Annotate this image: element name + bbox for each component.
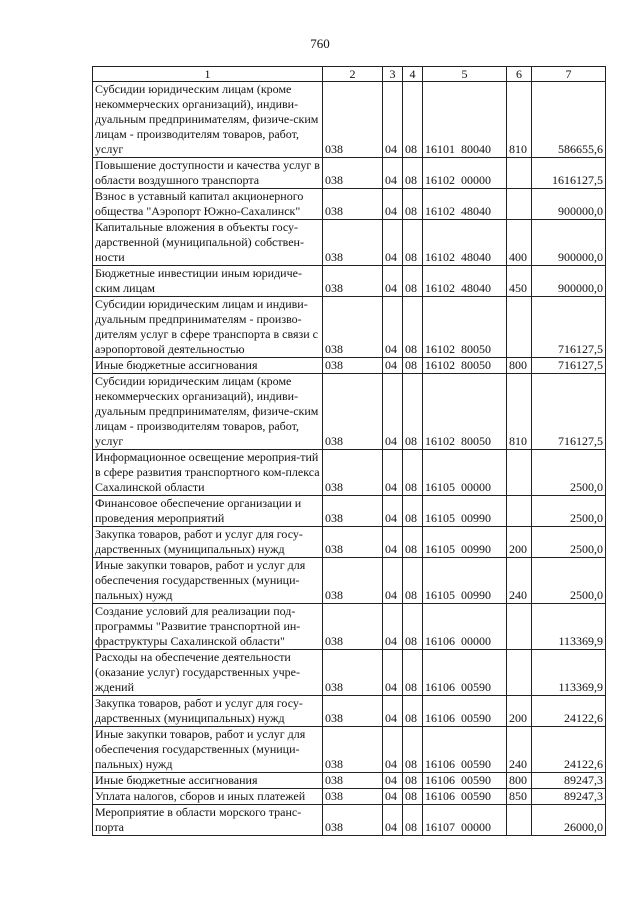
row-subsection-code: 08: [403, 189, 423, 220]
row-ved-code: 038: [323, 297, 383, 358]
table-row: [93, 604, 606, 650]
row-expense-type-code: [507, 604, 532, 650]
row-amount: 900000,0: [532, 189, 606, 220]
table-row: [93, 650, 606, 696]
table-row: [93, 82, 606, 158]
header-row: [93, 67, 606, 82]
table-row: [93, 496, 606, 527]
row-amount: 2500,0: [532, 558, 606, 604]
row-section-code: 04: [383, 650, 403, 696]
row-ved-code: 038: [323, 604, 383, 650]
table-row: [93, 358, 606, 374]
row-name: Расходы на обеспечение деятельности (оказание услуг) государственных учре-ждений: [93, 650, 323, 696]
row-ved-code: 038: [323, 789, 383, 805]
row-subsection-code: 08: [403, 650, 423, 696]
row-section-code: 04: [383, 374, 403, 450]
col-header-3: 3: [383, 67, 403, 82]
row-name: Субсидии юридическим лицам и индиви-дуальным предпринимателям - произво-дителям услуг в сфере транспорта в связи с аэропортовой деятельностью: [93, 297, 323, 358]
row-ved-code: 038: [323, 558, 383, 604]
row-expense-type-code: [507, 805, 532, 836]
row-target-article-code: 16102 48040: [423, 220, 507, 266]
row-amount: 113369,9: [532, 604, 606, 650]
row-name: Уплата налогов, сборов и иных платежей: [93, 789, 323, 805]
row-section-code: 04: [383, 220, 403, 266]
col-header-4: 4: [403, 67, 423, 82]
row-name: Повышение доступности и качества услуг в области воздушного транспорта: [93, 158, 323, 189]
row-amount: 24122,6: [532, 727, 606, 773]
row-expense-type-code: 800: [507, 358, 532, 374]
row-section-code: 04: [383, 158, 403, 189]
row-section-code: 04: [383, 773, 403, 789]
row-amount: 24122,6: [532, 696, 606, 727]
row-ved-code: 038: [323, 805, 383, 836]
row-target-article-code: 16106 00590: [423, 650, 507, 696]
col-header-1: 1: [93, 67, 323, 82]
row-expense-type-code: 850: [507, 789, 532, 805]
row-name: Мероприятие в области морского транс-порта: [93, 805, 323, 836]
row-section-code: 04: [383, 82, 403, 158]
row-target-article-code: 16105 00990: [423, 558, 507, 604]
row-target-article-code: 16106 00000: [423, 604, 507, 650]
table-row: [93, 450, 606, 496]
row-target-article-code: 16102 00000: [423, 158, 507, 189]
row-ved-code: 038: [323, 527, 383, 558]
row-target-article-code: 16105 00990: [423, 496, 507, 527]
row-name: Бюджетные инвестиции иным юридиче-ским лицам: [93, 266, 323, 297]
table-row: [93, 266, 606, 297]
row-name: Субсидии юридическим лицам (кроме некоммерческих организаций), индиви-дуальным предпринимателям, физиче-ским лицам - производителям товаров, работ, услуг: [93, 82, 323, 158]
row-expense-type-code: 240: [507, 558, 532, 604]
col-header-5: 5: [423, 67, 507, 82]
row-expense-type-code: 200: [507, 527, 532, 558]
row-expense-type-code: 200: [507, 696, 532, 727]
row-name: Иные закупки товаров, работ и услуг для обеспечения государственных (муници-пальных) нужд: [93, 727, 323, 773]
row-target-article-code: 16102 48040: [423, 266, 507, 297]
row-amount: 2500,0: [532, 496, 606, 527]
row-subsection-code: 08: [403, 450, 423, 496]
row-amount: 900000,0: [532, 220, 606, 266]
row-amount: 586655,6: [532, 82, 606, 158]
table-body: [93, 82, 606, 836]
row-target-article-code: 16106 00590: [423, 773, 507, 789]
table-row: [93, 220, 606, 266]
row-expense-type-code: 400: [507, 220, 532, 266]
row-amount: 2500,0: [532, 527, 606, 558]
table-row: [93, 374, 606, 450]
row-section-code: 04: [383, 266, 403, 297]
row-subsection-code: 08: [403, 297, 423, 358]
row-target-article-code: 16102 80050: [423, 358, 507, 374]
row-amount: 1616127,5: [532, 158, 606, 189]
row-name: Финансовое обеспечение организации и проведения мероприятий: [93, 496, 323, 527]
row-expense-type-code: 810: [507, 82, 532, 158]
table-row: [93, 805, 606, 836]
row-name: Взнос в уставный капитал акционерного общества "Аэропорт Южно-Сахалинск": [93, 189, 323, 220]
row-subsection-code: 08: [403, 789, 423, 805]
row-subsection-code: 08: [403, 604, 423, 650]
row-ved-code: 038: [323, 773, 383, 789]
row-target-article-code: 16106 00590: [423, 696, 507, 727]
table-row: [93, 558, 606, 604]
row-expense-type-code: 450: [507, 266, 532, 297]
row-expense-type-code: 800: [507, 773, 532, 789]
row-amount: 716127,5: [532, 297, 606, 358]
table-row: [93, 189, 606, 220]
row-target-article-code: 16102 80050: [423, 297, 507, 358]
row-expense-type-code: [507, 450, 532, 496]
row-ved-code: 038: [323, 358, 383, 374]
table-row: [93, 789, 606, 805]
row-target-article-code: 16101 80040: [423, 82, 507, 158]
row-amount: 89247,3: [532, 773, 606, 789]
row-subsection-code: 08: [403, 82, 423, 158]
row-subsection-code: 08: [403, 496, 423, 527]
table-row: [93, 297, 606, 358]
row-expense-type-code: [507, 297, 532, 358]
row-target-article-code: 16105 00990: [423, 527, 507, 558]
row-subsection-code: 08: [403, 558, 423, 604]
row-name: Иные бюджетные ассигнования: [93, 358, 323, 374]
row-ved-code: 038: [323, 266, 383, 297]
row-section-code: 04: [383, 696, 403, 727]
row-section-code: 04: [383, 358, 403, 374]
col-header-6: 6: [507, 67, 532, 82]
row-amount: 900000,0: [532, 266, 606, 297]
row-name: Информационное освещение мероприя-тий в сфере развития транспортного ком-плекса Сахалинской области: [93, 450, 323, 496]
row-ved-code: 038: [323, 158, 383, 189]
row-name: Капитальные вложения в объекты госу-дарственной (муниципальной) собствен-ности: [93, 220, 323, 266]
table-row: [93, 727, 606, 773]
row-section-code: 04: [383, 450, 403, 496]
col-header-7: 7: [532, 67, 606, 82]
row-ved-code: 038: [323, 82, 383, 158]
row-section-code: 04: [383, 297, 403, 358]
row-ved-code: 038: [323, 650, 383, 696]
row-name: Субсидии юридическим лицам (кроме некоммерческих организаций), индиви-дуальным предпринимателям, физиче-ским лицам - производителям товаров, работ, услуг: [93, 374, 323, 450]
row-subsection-code: 08: [403, 727, 423, 773]
row-target-article-code: 16106 00590: [423, 789, 507, 805]
row-section-code: 04: [383, 604, 403, 650]
table-row: [93, 696, 606, 727]
row-subsection-code: 08: [403, 220, 423, 266]
row-section-code: 04: [383, 527, 403, 558]
row-subsection-code: 08: [403, 805, 423, 836]
row-expense-type-code: [507, 158, 532, 189]
row-ved-code: 038: [323, 496, 383, 527]
row-subsection-code: 08: [403, 773, 423, 789]
row-subsection-code: 08: [403, 158, 423, 189]
row-expense-type-code: 240: [507, 727, 532, 773]
row-section-code: 04: [383, 189, 403, 220]
row-name: Закупка товаров, работ и услуг для госу-дарственных (муниципальных) нужд: [93, 527, 323, 558]
row-amount: 26000,0: [532, 805, 606, 836]
row-subsection-code: 08: [403, 696, 423, 727]
row-target-article-code: 16106 00590: [423, 727, 507, 773]
row-subsection-code: 08: [403, 527, 423, 558]
row-subsection-code: 08: [403, 358, 423, 374]
row-ved-code: 038: [323, 374, 383, 450]
row-amount: 2500,0: [532, 450, 606, 496]
row-subsection-code: 08: [403, 374, 423, 450]
budget-table: [92, 66, 606, 836]
row-amount: 89247,3: [532, 789, 606, 805]
row-name: Закупка товаров, работ и услуг для госу-дарственных (муниципальных) нужд: [93, 696, 323, 727]
row-amount: 113369,9: [532, 650, 606, 696]
row-ved-code: 038: [323, 727, 383, 773]
row-section-code: 04: [383, 496, 403, 527]
row-section-code: 04: [383, 558, 403, 604]
row-target-article-code: 16105 00000: [423, 450, 507, 496]
row-target-article-code: 16102 80050: [423, 374, 507, 450]
row-amount: 716127,5: [532, 358, 606, 374]
row-name: Иные закупки товаров, работ и услуг для обеспечения государственных (муници-пальных) нужд: [93, 558, 323, 604]
row-expense-type-code: [507, 650, 532, 696]
row-ved-code: 038: [323, 220, 383, 266]
row-target-article-code: 16107 00000: [423, 805, 507, 836]
row-expense-type-code: 810: [507, 374, 532, 450]
row-name: Иные бюджетные ассигнования: [93, 773, 323, 789]
row-section-code: 04: [383, 805, 403, 836]
page-number: 760: [310, 36, 330, 51]
col-header-2: 2: [323, 67, 383, 82]
row-section-code: 04: [383, 727, 403, 773]
row-ved-code: 038: [323, 450, 383, 496]
row-ved-code: 038: [323, 696, 383, 727]
row-target-article-code: 16102 48040: [423, 189, 507, 220]
row-subsection-code: 08: [403, 266, 423, 297]
table-row: [93, 773, 606, 789]
row-ved-code: 038: [323, 189, 383, 220]
row-expense-type-code: [507, 496, 532, 527]
row-section-code: 04: [383, 789, 403, 805]
row-name: Создание условий для реализации под-программы "Развитие транспортной ин-фраструктуры Сахалинской области": [93, 604, 323, 650]
row-expense-type-code: [507, 189, 532, 220]
table-row: [93, 158, 606, 189]
table-row: [93, 527, 606, 558]
row-amount: 716127,5: [532, 374, 606, 450]
